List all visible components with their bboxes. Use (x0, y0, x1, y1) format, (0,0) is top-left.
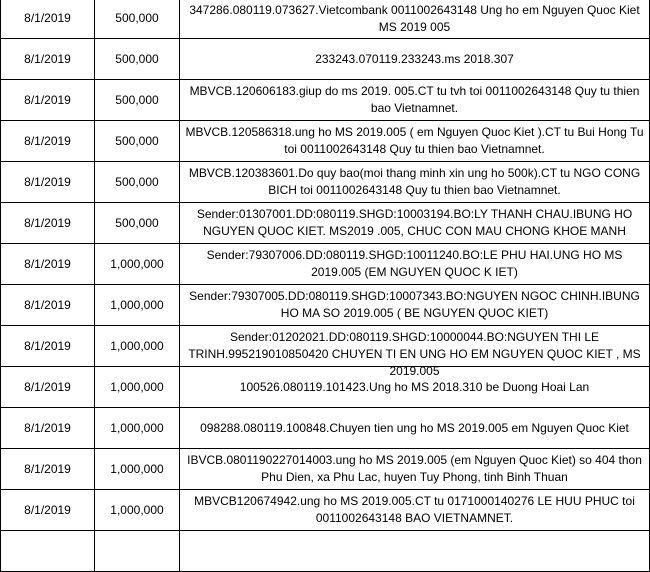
amount-cell: 500,000 (95, 80, 180, 121)
description-cell (180, 326, 650, 378)
amount-cell: 1,000,000 (95, 326, 180, 367)
table-row (1, 326, 650, 367)
description-cell (180, 80, 650, 121)
table-row (1, 449, 650, 490)
date-cell (1, 531, 95, 572)
amount-cell: 1,000,000 (95, 367, 180, 408)
amount-cell (95, 531, 180, 572)
description-text: 233243.070119.233243.ms 2018.307 (315, 51, 514, 66)
table-row (1, 80, 650, 121)
description-cell (180, 0, 650, 39)
description-text: Sender:01307001.DD:080119.SHGD:10003194.BO:LY THANH CHAU.IBUNG HO NGUYEN QUOC KIET. MS2019 .005, CHUC CON MAU CHONG KHOE MANH (196, 207, 633, 238)
table-row (1, 531, 650, 572)
description-cell (180, 121, 650, 162)
description-cell (180, 203, 650, 244)
description-text: IBVCB.0801190227014003.ung ho MS 2019.005 (em Nguyen Quoc Kiet) so 404 thon Phu Dien, xa Phu Lac, huyen Tuy Phong, tinh Binh Thuan (187, 453, 642, 484)
date-cell: 8/1/2019 (1, 162, 95, 203)
description-text: 347286.080119.073627.Vietcombank 0011002643148 Ung ho em Nguyen Quoc Kiet MS 2019 005 (189, 2, 640, 34)
date-cell: 8/1/2019 (1, 203, 95, 244)
table-row (1, 367, 650, 408)
amount-cell: 500,000 (95, 162, 180, 203)
description-cell (180, 449, 650, 490)
description-text: MBVCB.120606183.giup do ms 2019. 005.CT tu tvh toi 0011002643148 Quy tu thien bao Vietnamnet. (189, 84, 640, 115)
date-cell: 8/1/2019 (1, 80, 95, 121)
description-cell (180, 39, 650, 80)
table-row (1, 39, 650, 80)
amount-cell: 1,000,000 (95, 490, 180, 531)
description-text: Sender:79307006.DD:080119.SHGD:10011240.BO:LE PHU HAI.UNG HO MS 2019.005 (EM NGUYEN QUOC K IET) (206, 248, 623, 279)
amount-cell: 1,000,000 (95, 285, 180, 326)
amount-cell: 500,000 (95, 121, 180, 162)
amount-cell: 1,000,000 (95, 244, 180, 285)
date-cell: 8/1/2019 (1, 0, 95, 39)
table-row (1, 408, 650, 449)
description-text: MBVCB.120383601.Do quy bao(moi thang minh xin ung ho 500k).CT tu NGO CONG BICH toi 0011002643148 Quy tu thien bao Vietnamnet. (188, 166, 641, 197)
description-cell (180, 285, 650, 326)
description-text: MBVCB120674942.ung ho MS 2019.005.CT tu 0171000140276 LE HUU PHUC toi 0011002643148 BAO VIETNAMNET. (194, 494, 635, 525)
date-cell: 8/1/2019 (1, 39, 95, 80)
table-row (1, 203, 650, 244)
description-cell (180, 490, 650, 531)
date-cell: 8/1/2019 (1, 367, 95, 408)
amount-cell: 1,000,000 (95, 449, 180, 490)
table-row (1, 121, 650, 162)
description-text: MBVCB.120586318.ung ho MS 2019.005 ( em Nguyen Quoc Kiet ).CT tu Bui Hong Tu toi 0011002643148 Quy tu thien bao Vietnamnet. (185, 125, 644, 156)
date-cell: 8/1/2019 (1, 408, 95, 449)
description-text: 100526.080119.101423.Ung ho MS 2018.310 be Duong Hoai Lan (239, 379, 590, 394)
table-row (1, 0, 650, 39)
description-cell (180, 531, 650, 572)
date-cell: 8/1/2019 (1, 121, 95, 162)
table-row (1, 285, 650, 326)
amount-cell: 500,000 (95, 39, 180, 80)
table-row (1, 162, 650, 203)
amount-cell: 1,000,000 (95, 408, 180, 449)
table-row (1, 490, 650, 531)
description-cell (180, 408, 650, 449)
amount-cell: 500,000 (95, 0, 180, 39)
description-text: 098288.080119.100848.Chuyen tien ung ho MS 2019.005 em Nguyen Quoc Kiet (200, 420, 629, 435)
date-cell: 8/1/2019 (1, 244, 95, 285)
description-text: Sender:01202021.DD:080119.SHGD:10000044.BO:NGUYEN THI LE TRINH.995219010850420 CHUYEN TI EN UNG HO EM NGUYEN QUOC KIET , MS 2019.005 (188, 330, 641, 378)
date-cell: 8/1/2019 (1, 490, 95, 531)
description-text: Sender:79307005.DD:080119.SHGD:10007343.BO:NGUYEN NGOC CHINH.IBUNG HO MA SO 2019.005 ( BE NGUYEN QUOC KIET) (189, 289, 640, 320)
amount-cell: 500,000 (95, 203, 180, 244)
description-cell (180, 162, 650, 203)
date-cell: 8/1/2019 (1, 326, 95, 367)
date-cell: 8/1/2019 (1, 285, 95, 326)
description-cell (180, 244, 650, 285)
date-cell: 8/1/2019 (1, 449, 95, 490)
table-row (1, 244, 650, 285)
